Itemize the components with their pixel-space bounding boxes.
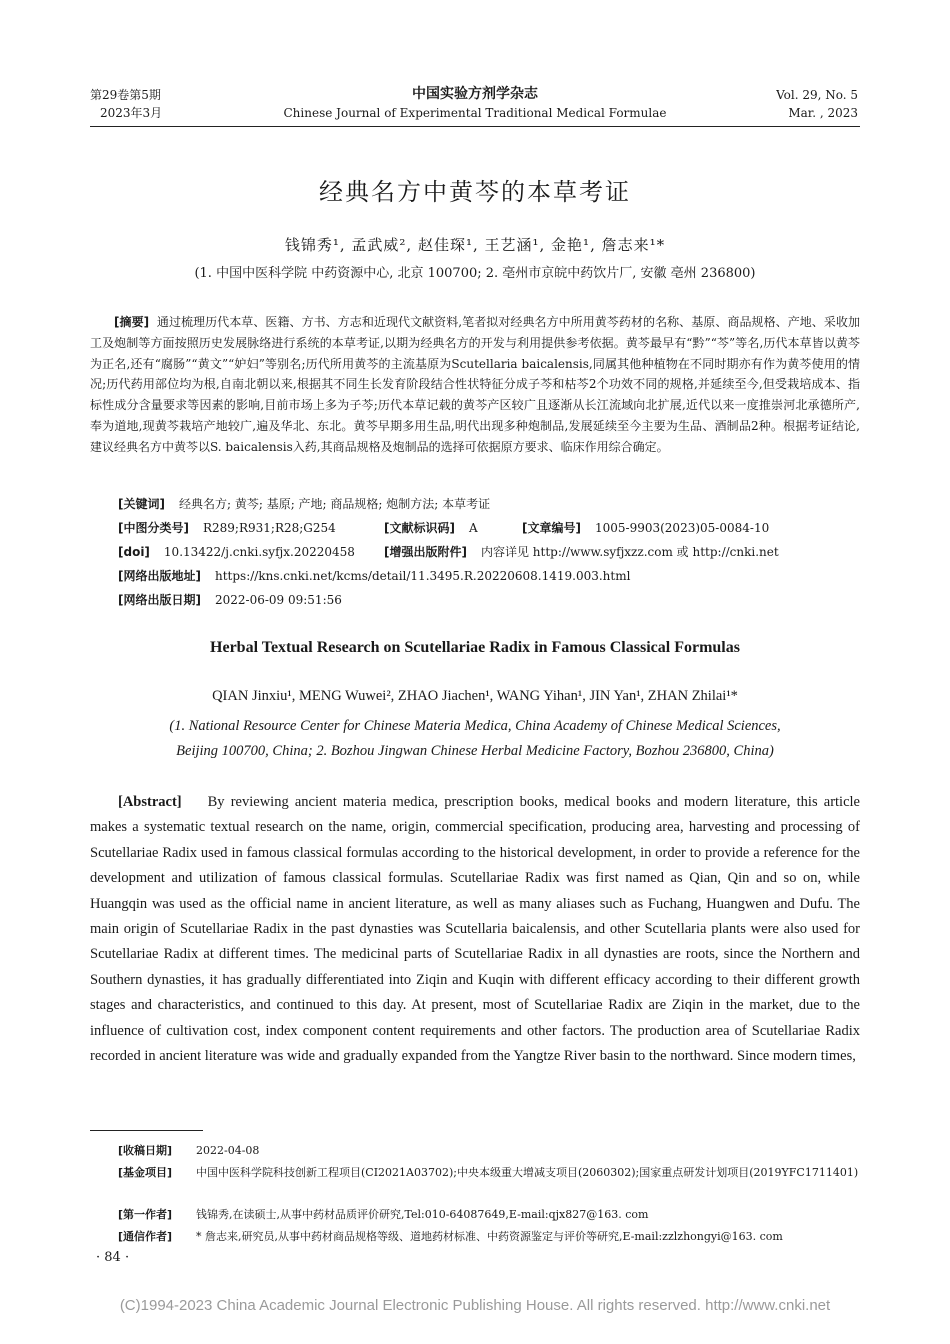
abstract-en-text: By reviewing ancient materia medica, prescription books, medical books and modern literature, this article makes a systematic textual research on the name, origin, commercial specification, producing area, harvesting and processing of Scutellariae Radix used in famous classical formulas according to the historical development, in order to provide a reference for the development and utilization of famous classical formulas. Scutellariae Radix was first named as Qian, Qin and so on, while Huangqin was used as the official name in ancient literature, as well as many aliases such as Fuchang, Huangwen and Dufu. The main origin of Scutellariae Radix in the past dynasties was Scutellaria baicalensis, and other Scutellaria plants were also used for Scutellariae Radix at different times. The medicinal parts of Scutellariae Radix in all dynasties are roots, since the Northern and Southern dynasties, it has gradually differentiated into Ziqin and Kuqin with different efficacy according to their different growth stages and characteristics, and continued to this day. At present, most of Scutellariae Radix are Ziqin in the market, due to the influence of cultivation cost, index component content requirements and other factors. The production area of Scutellariae Radix recorded in ancient literature was wide and gradually expanded from the Yangtze River basin to the northward. Since modern times, (90, 794, 860, 1065)
doc-code-value: A (468, 521, 478, 535)
doc-code-label: [文献标识码] (384, 521, 455, 535)
journal-name-en: Chinese Journal of Experimental Traditional Medical Formulae (283, 106, 667, 120)
article-title-cn: 经典名方中黄芩的本草考证 (319, 178, 631, 206)
affiliation-en-line2: Beijing 100700, China; 2. Bozhou Jingwan Chinese Herbal Medicine Factory, Bozhou 236800, China) (176, 743, 774, 759)
copyright-notice: (C)1994-2023 China Academic Journal Electronic Publishing House. All rights reserved. http://www.cnki.net (119, 1297, 831, 1314)
keywords-value: 经典名方; 黄芩; 基原; 产地; 商品规格; 炮制方法; 本草考证 (178, 497, 491, 511)
authors-cn: 钱锦秀¹, 孟武威², 赵佳琛¹, 王艺涵¹, 金艳¹, 詹志来¹* (284, 236, 666, 254)
online-date-value: 2022-06-09 09:51:56 (214, 593, 342, 607)
abstract-cn-label: [摘要] (114, 315, 150, 329)
volume-cn: 第29卷第5期 (90, 88, 161, 102)
corresponding-value: * 詹志来,研究员,从事中药材商品规格等级、道地药材标准、中药资源鉴定与评价等研究,E-mail:zzlzhongyi@163. com (196, 1230, 783, 1243)
doi-value: 10.13422/j.cnki.syfjx.20220458 (163, 545, 355, 559)
abstract-en-label: [Abstract] (118, 794, 182, 810)
date-cn: 2023年3月 (100, 106, 163, 120)
abstract-en (90, 790, 860, 1069)
enhanced-label: [增强出版附件] (384, 545, 467, 559)
clc-value: R289;R931;R28;G254 (202, 521, 336, 535)
authors-en: QIAN Jinxiu¹, MENG Wuwei², ZHAO Jiachen¹, WANG Yihan¹, JIN Yan¹, ZHAN Zhilai¹* (212, 688, 738, 704)
received-value: 2022-04-08 (196, 1144, 260, 1157)
first-author-label: [第一作者] (118, 1208, 173, 1221)
keywords-label: [关键词] (118, 497, 165, 511)
article-no-value: 1005-9903(2023)05-0084-10 (594, 521, 770, 535)
online-url-line (118, 566, 630, 586)
footnote-corresponding (118, 1228, 860, 1246)
journal-name-cn: 中国实验方剂学杂志 (412, 86, 538, 102)
online-url-value[interactable]: https://kns.cnki.net/kcms/detail/11.3495.R.20220608.1419.003.html (214, 569, 631, 583)
affiliation-cn: (1. 中国中医科学院 中药资源中心, 北京 100700; 2. 亳州市京皖中药饮片厂, 安徽 亳州 236800) (194, 266, 756, 281)
doc-code-line (384, 518, 478, 538)
enhanced-value: 内容详见 http://www.syfjxzz.com 或 http://cnki.net (480, 545, 779, 559)
online-date-line (118, 590, 342, 610)
affiliation-en (0, 714, 950, 764)
keywords-line (118, 494, 490, 514)
header-right (776, 86, 858, 122)
page-number: · 84 · (96, 1250, 130, 1265)
footnote-first-author (118, 1206, 860, 1224)
volume-en: Vol. 29, No. 5 (776, 88, 858, 102)
article-no-label: [文章编号] (522, 521, 581, 535)
online-date-label: [网络出版日期] (118, 593, 201, 607)
online-url-label: [网络出版地址] (118, 569, 201, 583)
fund-value: 中国中医科学院科技创新工程项目(CI2021A03702);中央本级重大增减支项目(2060302);国家重点研发计划项目(2019YFC1711401) (196, 1166, 859, 1179)
received-label: [收稿日期] (118, 1144, 173, 1157)
doi-label: [doi] (118, 545, 150, 559)
clc-line (118, 518, 336, 538)
abstract-cn (90, 312, 860, 458)
footnote-received (118, 1142, 860, 1160)
clc-label: [中图分类号] (118, 521, 189, 535)
article-no-line (522, 518, 769, 538)
date-en: Mar. , 2023 (788, 106, 858, 120)
enhanced-line (384, 542, 779, 562)
corresponding-label: [通信作者] (118, 1230, 173, 1243)
first-author-value: 钱锦秀,在读硕士,从事中药材品质评价研究,Tel:010-64087649,E-mail:qjx827@163. com (196, 1208, 649, 1221)
header-rule (90, 126, 860, 127)
doi-line (118, 542, 355, 562)
affiliation-en-line1: (1. National Resource Center for Chinese Materia Medica, China Academy of Chinese Medical Sciences, (169, 718, 781, 734)
fund-label: [基金项目] (118, 1166, 173, 1179)
footnote-rule (90, 1130, 203, 1131)
article-title-en: Herbal Textual Research on Scutellariae Radix in Famous Classical Formulas (210, 639, 740, 656)
abstract-cn-text: 通过梳理历代本草、医籍、方书、方志和近现代文献资料,笔者拟对经典名方中所用黄芩药材的名称、基原、商品规格、产地、采收加工及炮制等方面按照历史发展脉络进行系统的本草考证,以期为经典名方的开发与利用提供参考依据。黄芩最早有“黔”“芩”等名,历代本草皆以黄芩为正名,还有“腐肠”“黄文”“妒妇”等别名;历代所用黄芩的主流基原为Scutellaria baicalensis,同属其他种植物在不同时期亦有作为黄芩使用的情况;历代药用部位均为根,自南北朝以来,根据其不同生长发育阶段结合性状特征分成子芩和枯芩2个功效不同的规格,并延续至今,但受栽培成本、指标性成分含量要求等因素的影响,目前市场上多为子芩;历代本草记载的黄芩产区较广且逐渐从长江流域向北扩展,近代以来一度推崇河北承德所产,奉为道地,现黄芩栽培产地较广,遍及华北、东北。黄芩早期多用生品,明代出现多种炮制品,发展延续至今主要为生品、酒制品2种。根据考证结论,建议经典名方中黄芩以S. baicalensis入药,其商品规格及炮制品的选择可依据原方要求、临床作用综合确定。 (90, 315, 860, 454)
footnote-fund (118, 1164, 860, 1182)
